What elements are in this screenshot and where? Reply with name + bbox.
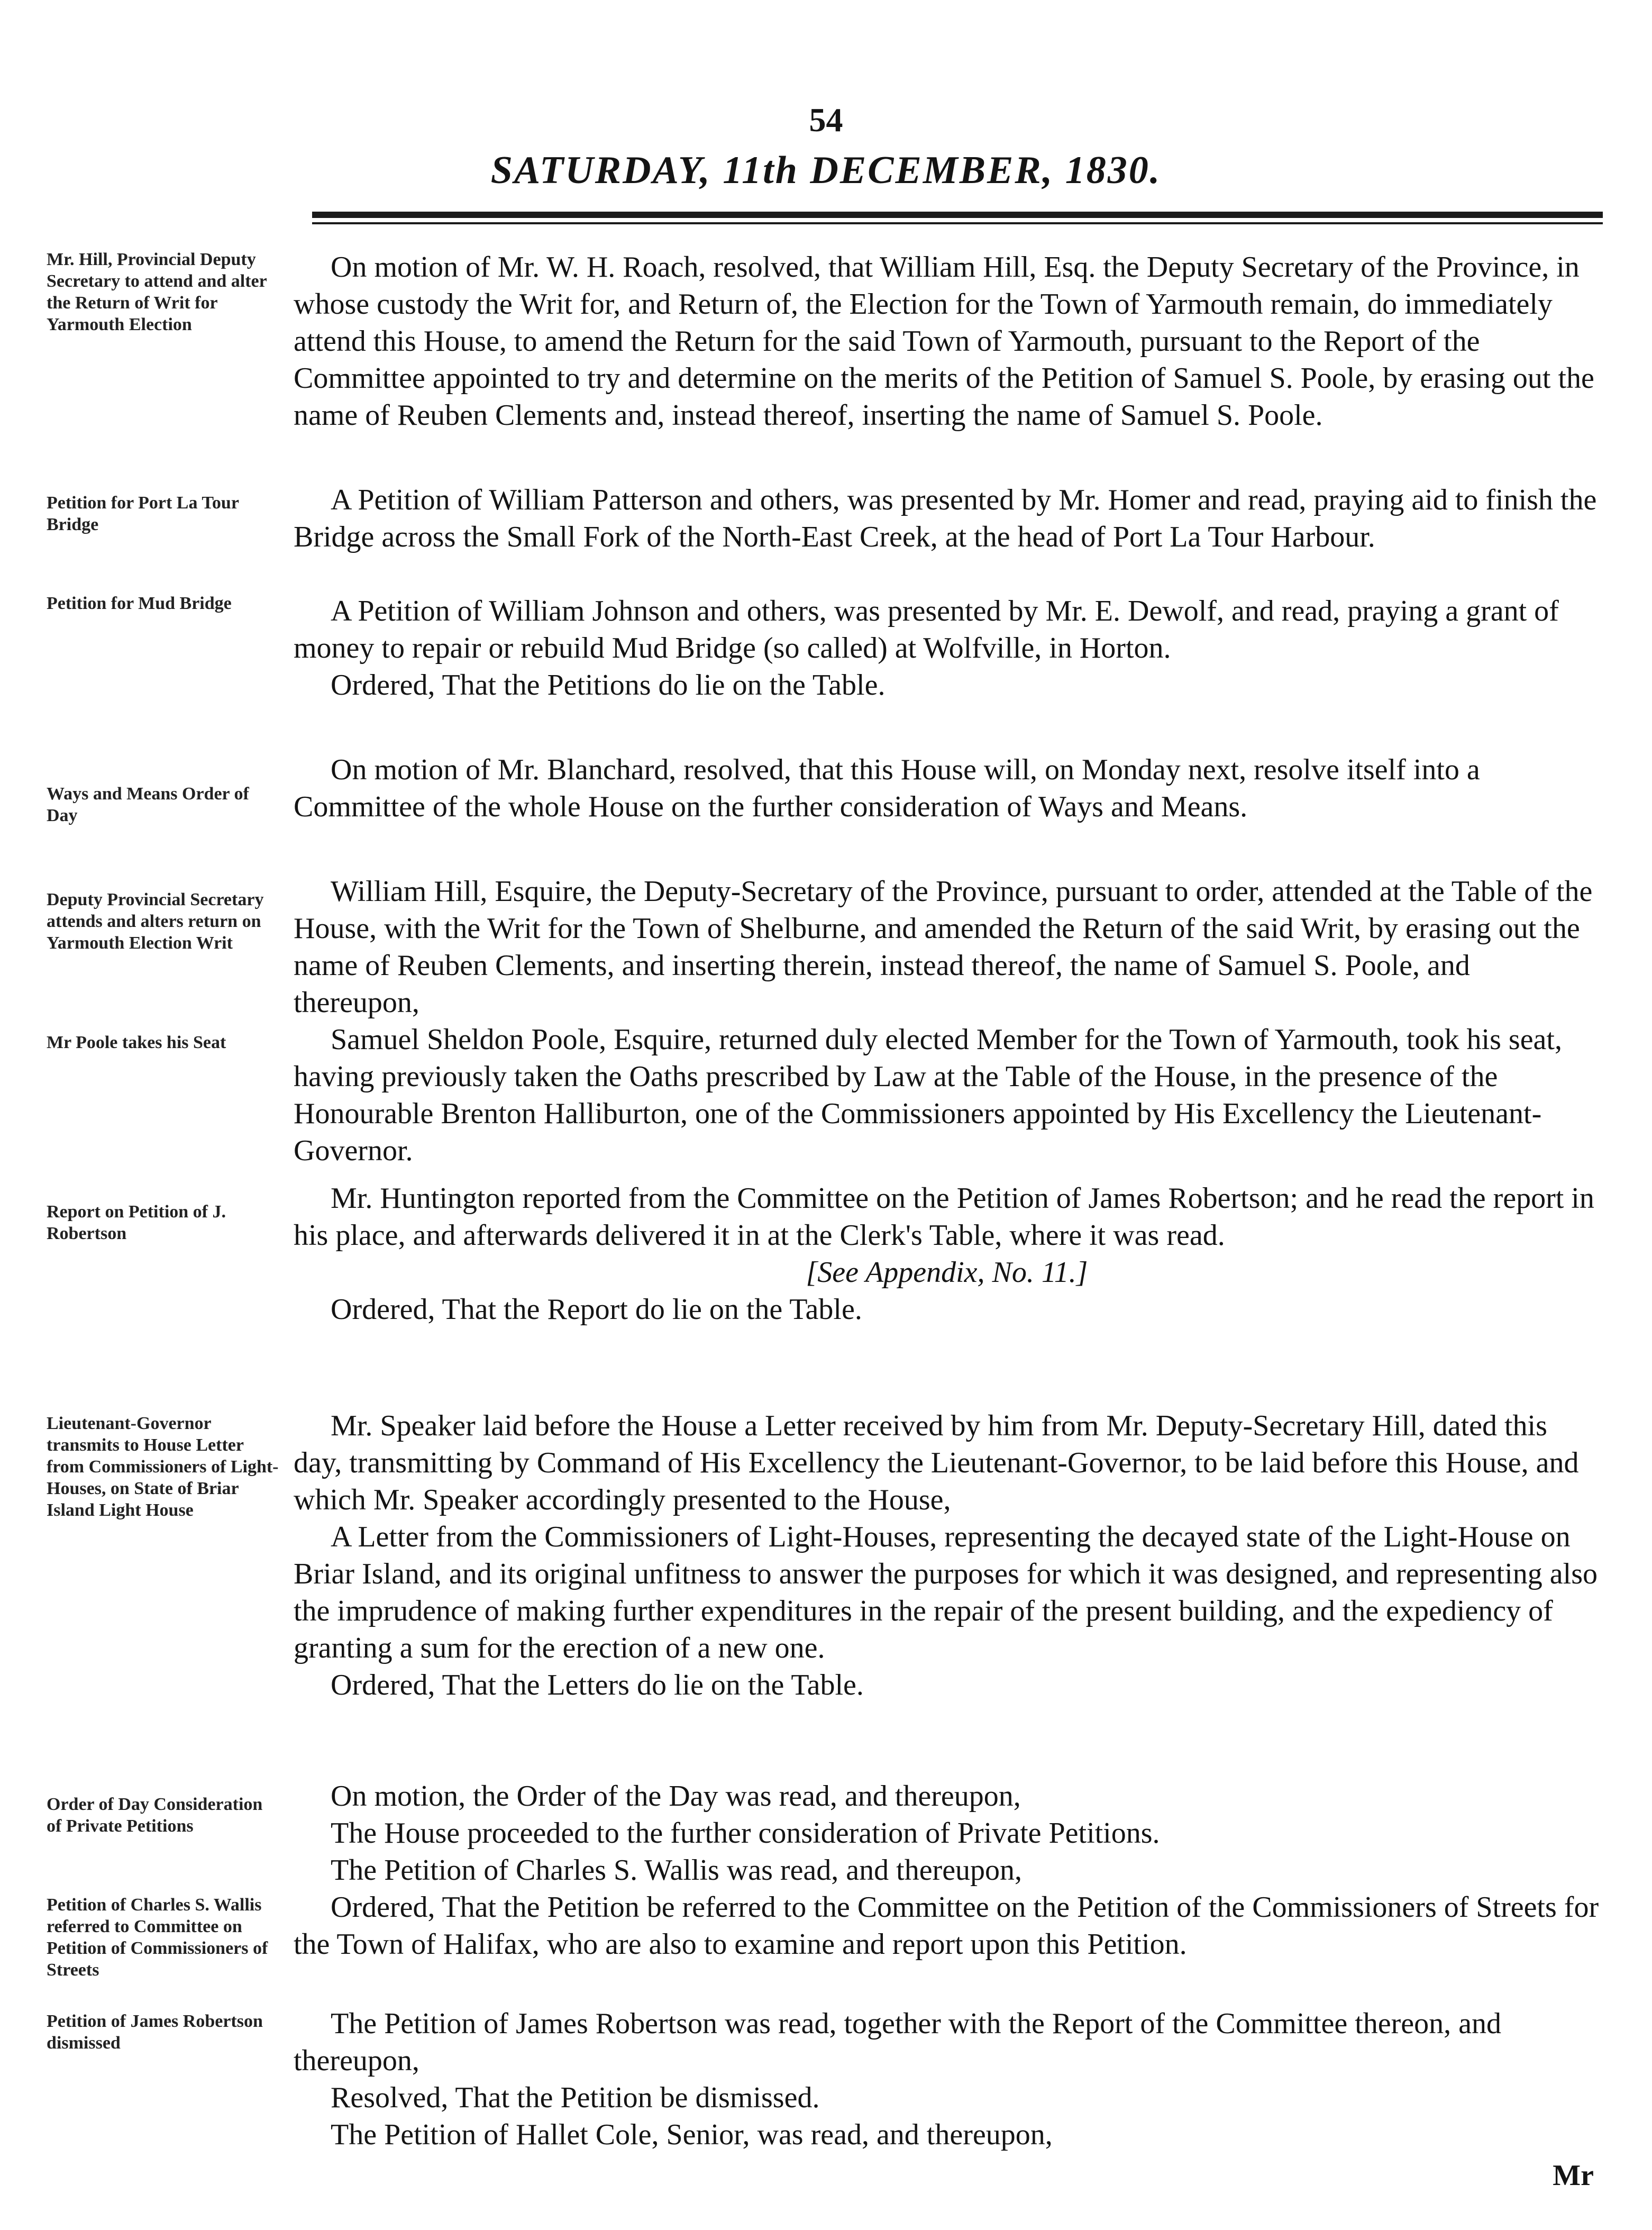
paragraph: Mr. Huntington reported from the Committee on the Petition of James Robertson; and he read the report in his place, and afterwards delivered it in at the Clerk's Table, where it was read.: [294, 1182, 1594, 1252]
paragraph: Samuel Sheldon Poole, Esquire, returned duly elected Member for the Town of Yarmouth, took his seat, having previously taken the Oaths prescribed by Law at the Table of the House, in the presence of the Honourable Brenton Halliburton, one of the Commissioners appointed by His Excellency the Lieutenant-Governor.: [294, 1023, 1562, 1167]
entry-body: [294, 1778, 1600, 1889]
paragraph: The Petition of James Robertson was read, together with the Report of the Committee thereon, and thereupon,: [294, 2007, 1502, 2077]
margin-note: Report on Petition of J. Robertson: [47, 1202, 226, 1243]
margin-note: Petition for Mud Bridge: [47, 594, 232, 613]
entry-body: [294, 1407, 1600, 1704]
paragraph: Ordered, That the Report do lie on the Table.: [331, 1293, 862, 1326]
entry-body: [294, 1021, 1600, 1169]
paragraph: A Letter from the Commissioners of Light-Houses, representing the decayed state of the Light-House on Briar Island, and its original unfitness to answer the purposes for which it was designed, and representing also the imprudence of making further expenditures in the repair of the present building, and the expediency of granting a sum for the erection of a new one.: [294, 1521, 1598, 1664]
paragraph: On motion, the Order of the Day was read, and thereupon,: [331, 1780, 1021, 1813]
paragraph: Ordered, That the Petition be referred to the Committee on the Petition of the Commissioners of Streets for the Town of Halifax, who are also to examine and report upon this Petition.: [294, 1891, 1599, 1961]
date-heading: SATURDAY, 11th DECEMBER, 1830.: [490, 149, 1162, 192]
margin-note: Order of Day Consideration of Private Petitions: [47, 1795, 263, 1836]
entry-body: [294, 249, 1600, 434]
paragraph: A Petition of William Patterson and others, was presented by Mr. Homer and read, praying aid to finish the Bridge across the Small Fork of the North-East Creek, at the head of Port La Tour Harbour.: [294, 484, 1597, 553]
paragraph: Mr. Speaker laid before the House a Letter received by him from Mr. Deputy-Secretary Hill, dated this day, transmitting by Command of His Excellency the Lieutenant-Governor, to be laid before this House, and which Mr. Speaker accordingly presented to the House,: [294, 1409, 1579, 1516]
page-number: 54: [809, 101, 843, 139]
entry-body: [294, 1180, 1600, 1328]
paragraph: Ordered, That the Petitions do lie on the Table.: [331, 669, 886, 702]
paragraph: William Hill, Esquire, the Deputy-Secretary of the Province, pursuant to order, attended at the Table of the House, with the Writ for the Town of Shelburne, and amended the Return of the said Writ, by erasing out the name of Reuben Clements, and inserting therein, instead thereof, the name of Samuel S. Poole, and thereupon,: [294, 875, 1593, 1019]
entry-body: [294, 1889, 1600, 1963]
margin-note: Mr Poole takes his Seat: [47, 1033, 226, 1052]
entry-body: [294, 481, 1600, 556]
margin-note: Lieutenant-Governor transmits to House Letter from Commissioners of Light-Houses, on State of Briar Island Light House: [47, 1414, 279, 1520]
paragraph: The House proceeded to the further consideration of Private Petitions.: [331, 1817, 1160, 1850]
paragraph: A Petition of William Johnson and others, was presented by Mr. E. Dewolf, and read, praying a grant of money to repair or rebuild Mud Bridge (so called) at Wolfville, in Horton.: [294, 595, 1559, 665]
paragraph: The Petition of Hallet Cole, Senior, was read, and thereupon,: [331, 2118, 1053, 2151]
margin-note: Petition of James Robertson dismissed: [47, 2011, 263, 2053]
margin-note: Mr. Hill, Provincial Deputy Secretary to attend and alter the Return of Writ for Yarmouth Election: [47, 250, 267, 334]
entry-body: [294, 593, 1600, 704]
paragraph: On motion of Mr. W. H. Roach, resolved, that William Hill, Esq. the Deputy Secretary of the Province, in whose custody the Writ for, and Return of, the Election for the Town of Yarmouth remain, do immediately attend this House, to amend the Return for the said Town of Yarmouth, pursuant to the Report of the Committee appointed to try and determine on the merits of the Petition of Samuel S. Poole, by erasing out the name of Reuben Clements and, instead thereof, inserting the name of Samuel S. Poole.: [294, 251, 1594, 432]
appendix-reference: [See Appendix, No. 11.]: [806, 1256, 1088, 1289]
margin-note: Deputy Provincial Secretary attends and alters return on Yarmouth Election Writ: [47, 890, 264, 953]
paragraph: The Petition of Charles S. Wallis was read, and thereupon,: [331, 1854, 1023, 1887]
entry-body: [294, 2005, 1600, 2153]
paragraph: Resolved, That the Petition be dismissed.: [331, 2081, 820, 2114]
margin-note: Petition of Charles S. Wallis referred to Committee on Petition of Commissioners of Streets: [47, 1895, 268, 1980]
header-rule-thick: [312, 212, 1603, 218]
margin-note: Ways and Means Order of Day: [47, 784, 249, 825]
catchword: Mr: [1553, 2159, 1594, 2192]
paragraph: Ordered, That the Letters do lie on the Table.: [331, 1669, 864, 1701]
margin-note: Petition for Port La Tour Bridge: [47, 493, 239, 534]
entry-body: [294, 873, 1600, 1021]
entry-body: [294, 751, 1600, 825]
header-rule-thin: [312, 222, 1603, 224]
paragraph: On motion of Mr. Blanchard, resolved, that this House will, on Monday next, resolve itself into a Committee of the whole House on the further consideration of Ways and Means.: [294, 753, 1480, 823]
